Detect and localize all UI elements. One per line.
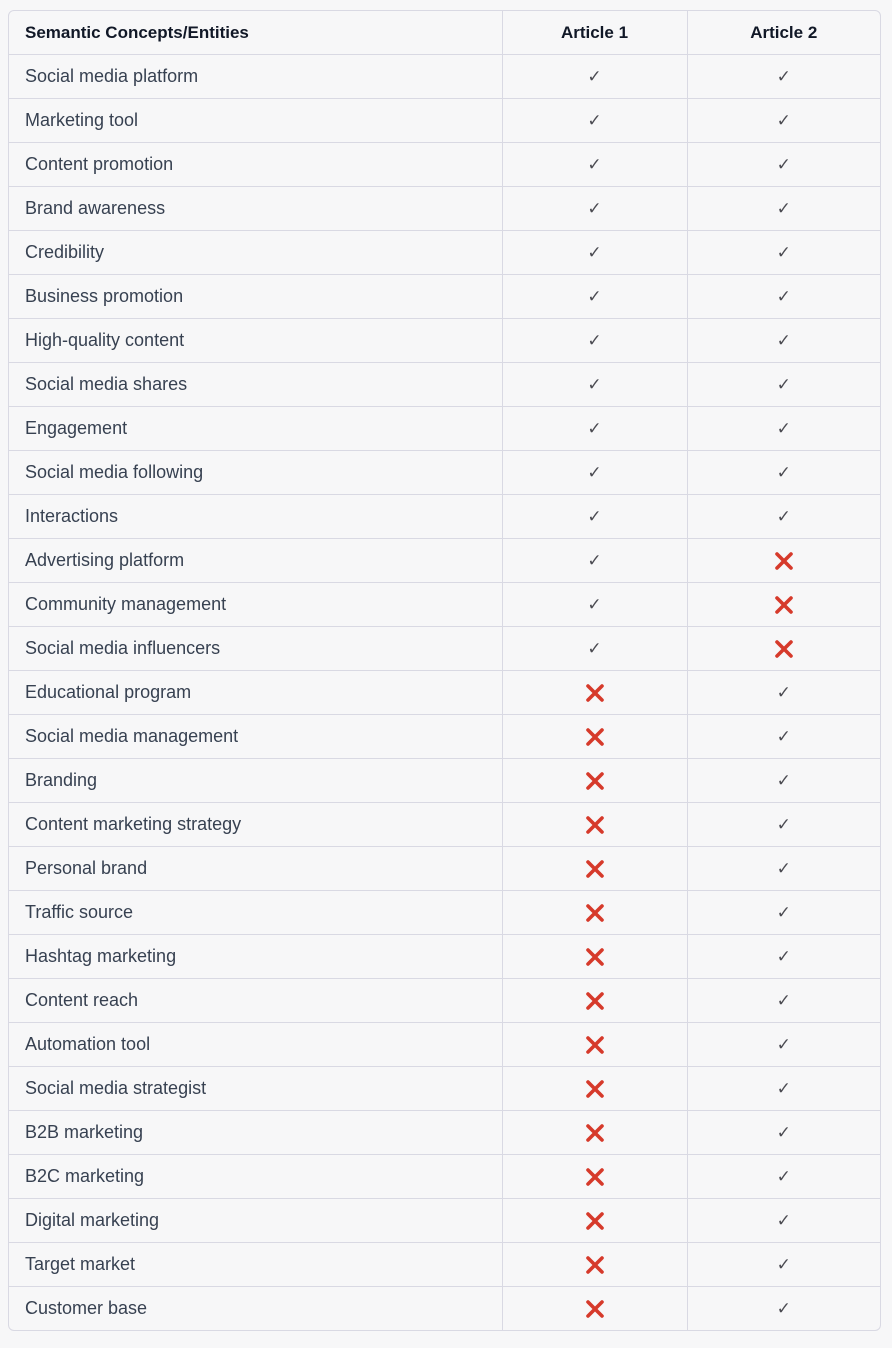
article-1-cell (502, 1023, 687, 1067)
check-icon: ✓ (776, 815, 791, 835)
check-icon: ✓ (587, 155, 602, 175)
cross-icon (584, 1210, 606, 1232)
check-icon: ✓ (587, 67, 602, 87)
table-row (9, 1067, 880, 1111)
check-icon: ✓ (776, 859, 791, 879)
table-row (9, 583, 880, 627)
article-1-cell (502, 99, 687, 143)
cross-icon (584, 1166, 606, 1188)
article-2-cell (687, 99, 880, 143)
concept-cell: Social media management (9, 715, 502, 759)
table-row (9, 1199, 880, 1243)
table-row (9, 803, 880, 847)
article-1-cell (502, 187, 687, 231)
concept-cell: Business promotion (9, 275, 502, 319)
article-2-cell (687, 275, 880, 319)
cross-icon (584, 770, 606, 792)
article-2-cell (687, 363, 880, 407)
check-icon: ✓ (776, 1079, 791, 1099)
concept-cell: Automation tool (9, 1023, 502, 1067)
table-row (9, 1155, 880, 1199)
concept-cell: Branding (9, 759, 502, 803)
cross-icon (584, 990, 606, 1012)
article-1-cell (502, 935, 687, 979)
article-1-cell (502, 979, 687, 1023)
concept-cell: Traffic source (9, 891, 502, 935)
check-icon: ✓ (776, 375, 791, 395)
cross-icon (584, 946, 606, 968)
article-1-cell (502, 451, 687, 495)
article-1-cell (502, 407, 687, 451)
article-1-cell (502, 539, 687, 583)
check-icon: ✓ (776, 1211, 791, 1231)
concept-cell: Digital marketing (9, 1199, 502, 1243)
article-2-cell (687, 891, 880, 935)
cross-icon (584, 902, 606, 924)
table-row (9, 319, 880, 363)
table-row (9, 187, 880, 231)
concept-cell: Social media following (9, 451, 502, 495)
table-row (9, 55, 880, 99)
article-1-cell (502, 671, 687, 715)
article-1-cell (502, 319, 687, 363)
check-icon: ✓ (776, 1255, 791, 1275)
article-1-cell (502, 759, 687, 803)
article-2-cell (687, 451, 880, 495)
concept-cell: Community management (9, 583, 502, 627)
check-icon: ✓ (776, 199, 791, 219)
check-icon: ✓ (776, 331, 791, 351)
check-icon: ✓ (776, 155, 791, 175)
check-icon: ✓ (587, 595, 602, 615)
table-row (9, 1287, 880, 1331)
concept-cell: Engagement (9, 407, 502, 451)
table-row (9, 1111, 880, 1155)
check-icon: ✓ (776, 1299, 791, 1319)
concept-cell: B2C marketing (9, 1155, 502, 1199)
article-1-cell (502, 891, 687, 935)
article-2-cell (687, 407, 880, 451)
article-2-cell (687, 143, 880, 187)
cross-icon (584, 726, 606, 748)
table-row (9, 627, 880, 671)
check-icon: ✓ (776, 1035, 791, 1055)
article-2-cell (687, 1287, 880, 1331)
article-2-cell (687, 495, 880, 539)
table-row (9, 979, 880, 1023)
check-icon: ✓ (776, 991, 791, 1011)
check-icon: ✓ (776, 507, 791, 527)
article-1-cell (502, 231, 687, 275)
cross-icon (584, 814, 606, 836)
comparison-table (9, 11, 880, 1330)
table-row (9, 935, 880, 979)
article-2-cell (687, 583, 880, 627)
article-1-cell (502, 275, 687, 319)
check-icon: ✓ (587, 199, 602, 219)
concept-cell: Social media shares (9, 363, 502, 407)
article-1-cell (502, 583, 687, 627)
table-row (9, 847, 880, 891)
article-1-cell (502, 803, 687, 847)
article-1-cell (502, 627, 687, 671)
table-row (9, 99, 880, 143)
table-row (9, 759, 880, 803)
concept-cell: Content reach (9, 979, 502, 1023)
concept-cell: Educational program (9, 671, 502, 715)
article-2-cell (687, 803, 880, 847)
cross-icon (584, 1122, 606, 1144)
cross-icon (773, 594, 795, 616)
table-row (9, 715, 880, 759)
table-row (9, 231, 880, 275)
concept-cell: Target market (9, 1243, 502, 1287)
table-row (9, 451, 880, 495)
concept-cell: High-quality content (9, 319, 502, 363)
concept-cell: B2B marketing (9, 1111, 502, 1155)
article-2-cell (687, 1023, 880, 1067)
check-icon: ✓ (776, 1167, 791, 1187)
table-row (9, 143, 880, 187)
table-row (9, 495, 880, 539)
article-2-cell (687, 1111, 880, 1155)
table-row (9, 539, 880, 583)
cross-icon (773, 638, 795, 660)
article-2-cell (687, 1067, 880, 1111)
concept-cell: Advertising platform (9, 539, 502, 583)
cross-icon (584, 1034, 606, 1056)
cross-icon (584, 858, 606, 880)
concept-cell: Personal brand (9, 847, 502, 891)
article-2-cell (687, 187, 880, 231)
concept-cell: Interactions (9, 495, 502, 539)
check-icon: ✓ (776, 287, 791, 307)
article-1-cell (502, 143, 687, 187)
table-row (9, 1023, 880, 1067)
check-icon: ✓ (776, 771, 791, 791)
article-2-cell (687, 539, 880, 583)
header-concepts: Semantic Concepts/Entities (9, 11, 502, 55)
table-row (9, 671, 880, 715)
check-icon: ✓ (776, 463, 791, 483)
check-icon: ✓ (587, 639, 602, 659)
article-2-cell (687, 715, 880, 759)
concept-cell: Customer base (25, 1298, 148, 1318)
check-icon: ✓ (587, 243, 602, 263)
concept-cell: Hashtag marketing (9, 935, 502, 979)
check-icon: ✓ (587, 419, 602, 439)
article-1-cell (502, 1243, 687, 1287)
check-icon: ✓ (587, 375, 602, 395)
concept-cell: Social media platform (9, 55, 502, 99)
check-icon: ✓ (776, 903, 791, 923)
cross-icon (584, 1298, 606, 1320)
table-row (9, 891, 880, 935)
check-icon: ✓ (776, 111, 791, 131)
check-icon: ✓ (587, 551, 602, 571)
check-icon: ✓ (587, 507, 602, 527)
article-1-cell (502, 847, 687, 891)
article-1-cell (502, 363, 687, 407)
check-icon: ✓ (776, 1123, 791, 1143)
article-1-cell (502, 1111, 687, 1155)
check-icon: ✓ (587, 331, 602, 351)
article-1-cell (502, 715, 687, 759)
check-icon: ✓ (776, 683, 791, 703)
check-icon: ✓ (776, 243, 791, 263)
article-1-cell (502, 1067, 687, 1111)
check-icon: ✓ (776, 947, 791, 967)
header-article-1: Article 1 (502, 11, 687, 55)
check-icon: ✓ (587, 463, 602, 483)
table-row (9, 1243, 880, 1287)
concept-cell: Content marketing strategy (9, 803, 502, 847)
concept-cell: Credibility (9, 231, 502, 275)
article-2-cell (687, 847, 880, 891)
concept-cell: Marketing tool (9, 99, 502, 143)
article-2-cell (687, 935, 880, 979)
article-2-cell (687, 319, 880, 363)
article-2-cell (687, 671, 880, 715)
concept-cell: Social media strategist (9, 1067, 502, 1111)
article-1-cell (502, 1155, 687, 1199)
article-2-cell (687, 759, 880, 803)
comparison-table-container (8, 10, 881, 1331)
article-2-cell (687, 627, 880, 671)
article-2-cell (687, 231, 880, 275)
article-2-cell (687, 1199, 880, 1243)
check-icon: ✓ (587, 287, 602, 307)
article-1-cell (502, 1199, 687, 1243)
check-icon: ✓ (776, 67, 791, 87)
cross-icon (584, 682, 606, 704)
article-1-cell (502, 1287, 687, 1331)
article-1-cell (502, 495, 687, 539)
table-row (9, 363, 880, 407)
table-row (9, 275, 880, 319)
table-row (9, 407, 880, 451)
article-2-cell (687, 1155, 880, 1199)
cross-icon (773, 550, 795, 572)
concept-cell: Content promotion (9, 143, 502, 187)
concept-cell: Brand awareness (9, 187, 502, 231)
table-header-row (9, 11, 880, 55)
check-icon: ✓ (776, 727, 791, 747)
article-1-cell (502, 55, 687, 99)
article-2-cell (687, 979, 880, 1023)
article-2-cell (687, 1243, 880, 1287)
cross-icon (584, 1078, 606, 1100)
cross-icon (584, 1254, 606, 1276)
header-article-2: Article 2 (687, 11, 880, 55)
concept-cell: Social media influencers (9, 627, 502, 671)
article-2-cell (687, 55, 880, 99)
check-icon: ✓ (587, 111, 602, 131)
check-icon: ✓ (776, 419, 791, 439)
